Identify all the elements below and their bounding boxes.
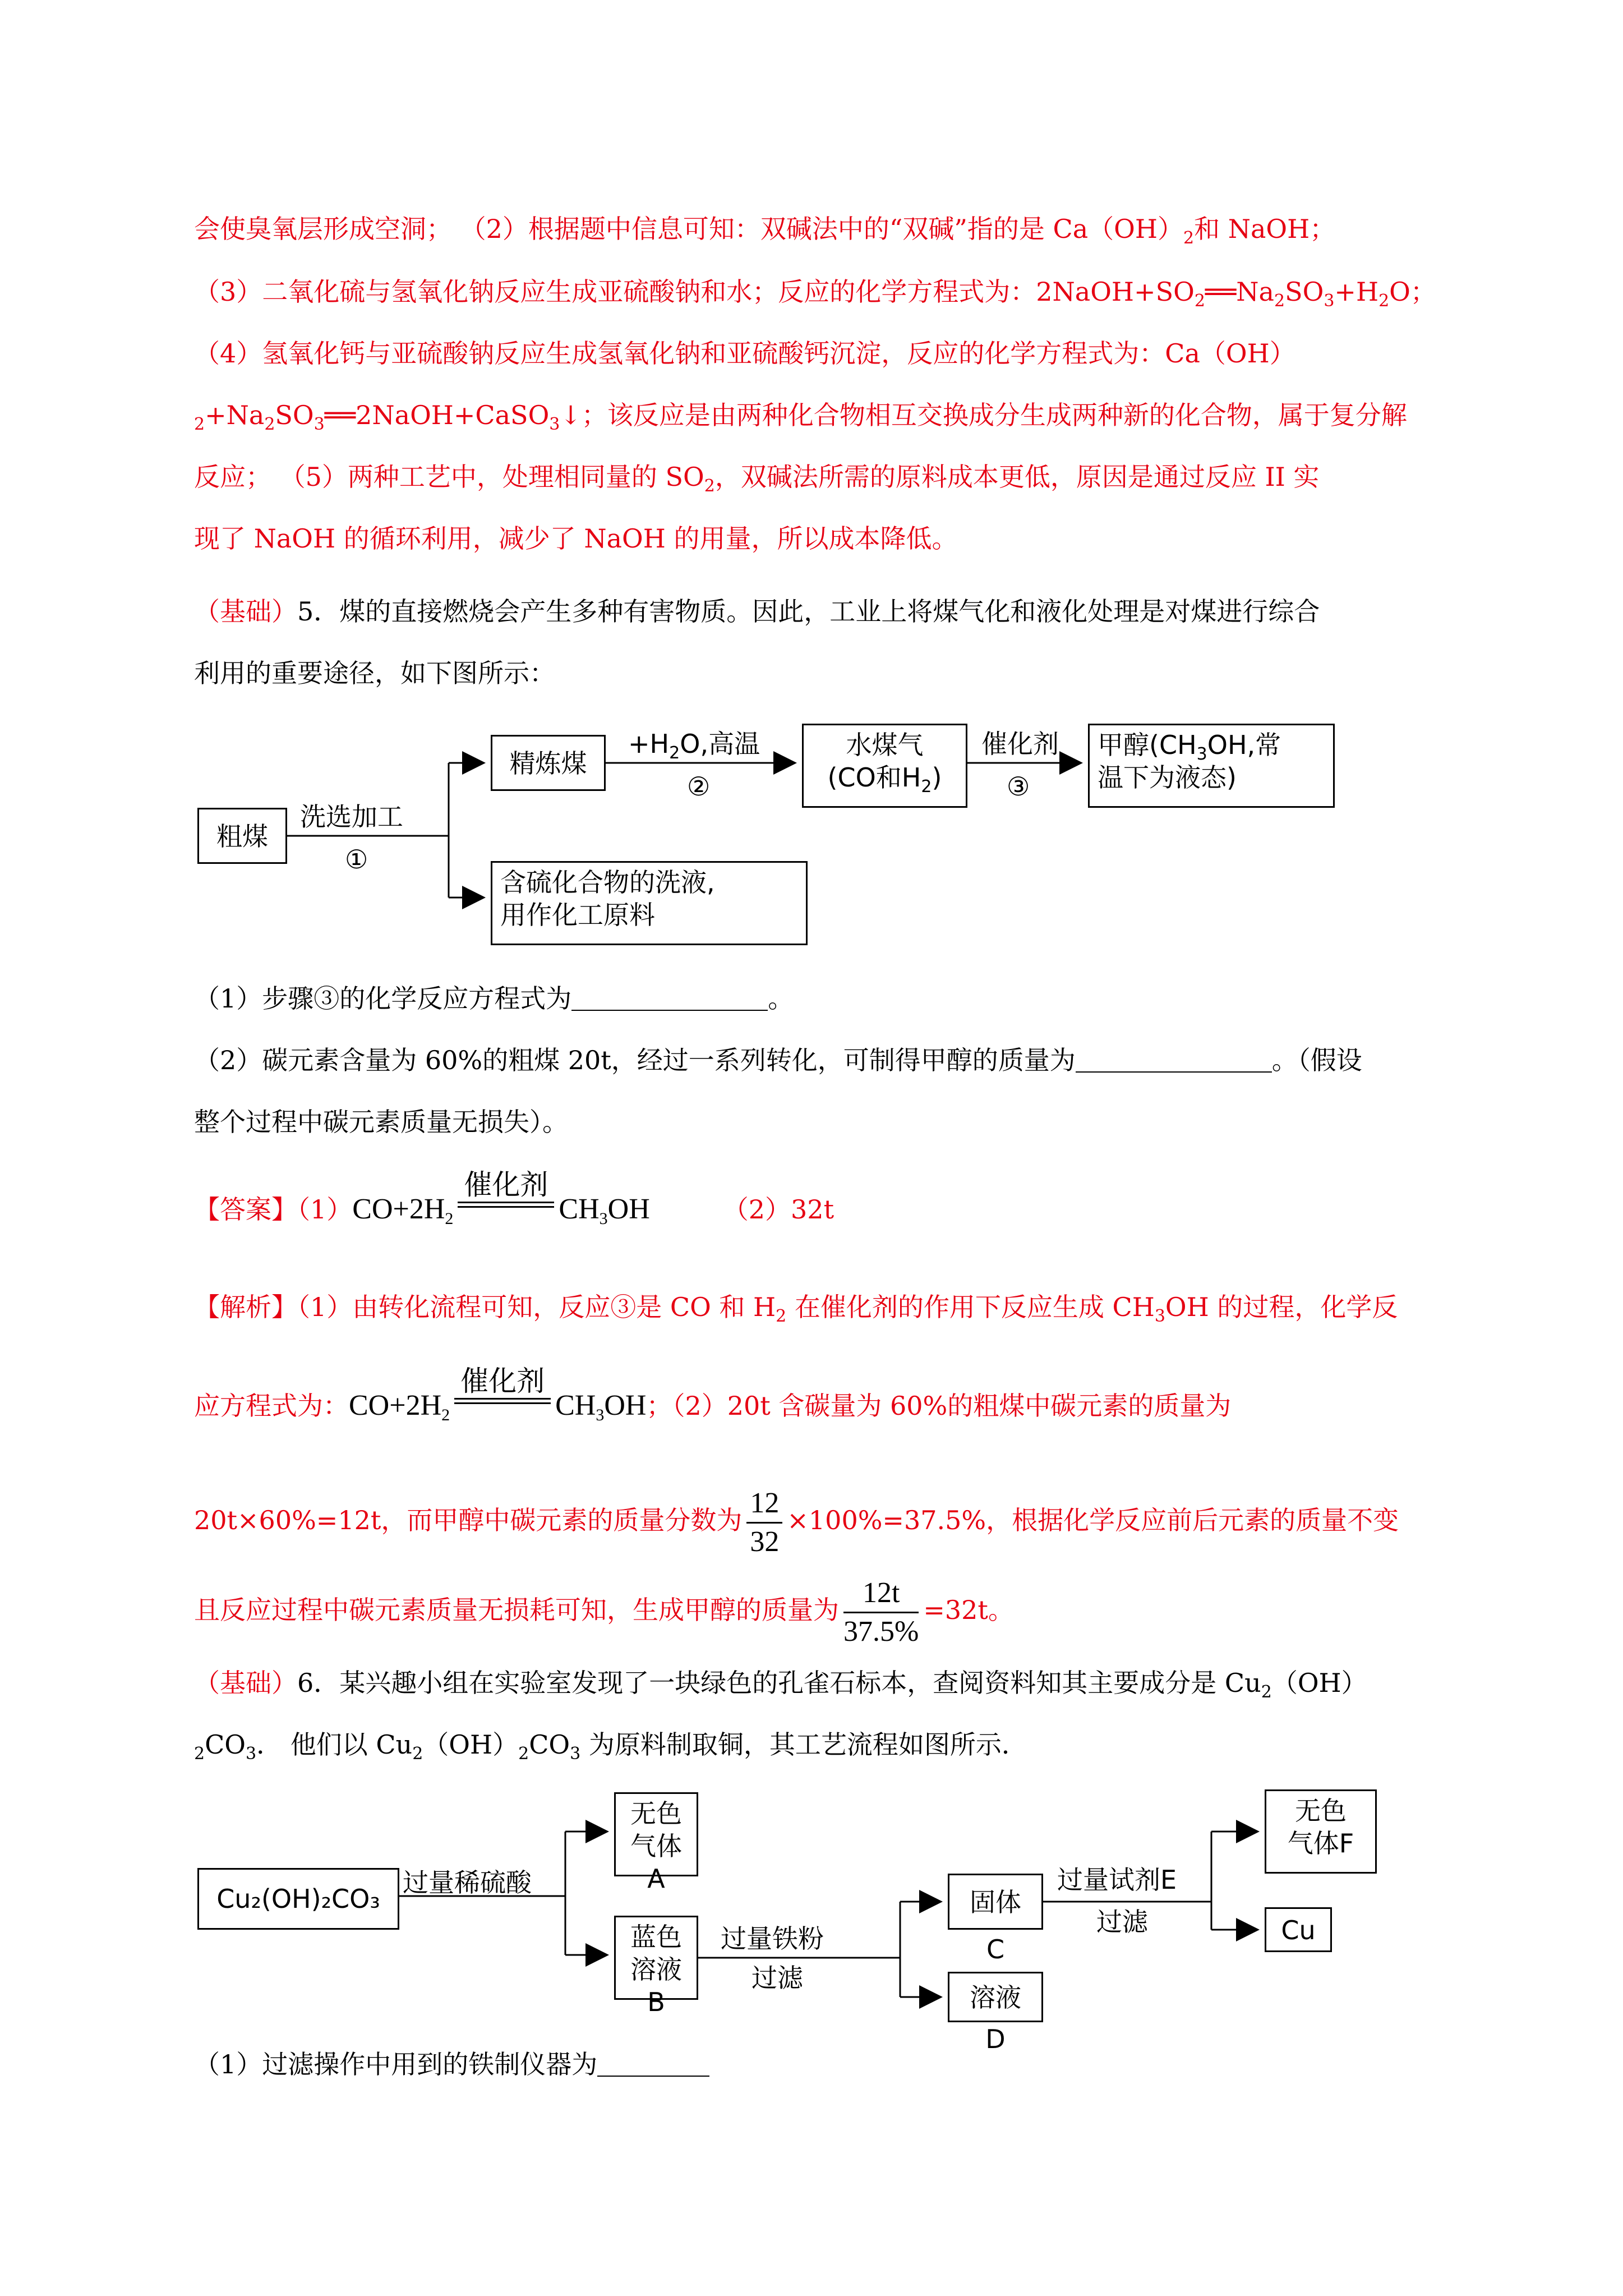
raw-coal-box: 粗煤 xyxy=(197,808,287,864)
step3-number: ③ xyxy=(1007,771,1030,802)
q5-sub2: （2）碳元素含量为 60%的粗煤 20t，经过一系列转化，可制得甲醇的质量为 。（假设 xyxy=(194,1045,1362,1075)
wash-liquid-box: 含硫化合物的洗液, 用作化工原料 xyxy=(491,861,808,945)
catalyst-arrow: 催化剂 xyxy=(455,1189,556,1223)
q5-sub1: （1）步骤③的化学反应方程式为 。 xyxy=(194,983,794,1014)
copper-box: Cu xyxy=(1265,1907,1332,1952)
analysis-line-1: 会使臭氧层形成空洞； （2）根据题中信息可知：双碱法中的“双碱”指的是 $Ca(OH)_2$和 NaOH； xyxy=(194,214,1336,248)
q5-flow-diagram xyxy=(191,724,1346,965)
acid-label: 过量稀硫酸 xyxy=(403,1867,532,1898)
analysis-line-4: $_2+Na_2SO_3══2NaOH+CaSO_3↓$；该反应是由两种化合物相互交换成分生成两种新的化合物，属于复分解 xyxy=(194,400,1407,434)
q6-sub1: （1）过滤操作中用到的铁制仪器为 xyxy=(194,2047,709,2081)
filter-1-label: 过滤 xyxy=(751,1963,803,1993)
step3-label: 催化剂 xyxy=(981,729,1059,759)
q5-analysis-2: 应方程式为：$CO+2H_2$ 催化剂 $CH_3OH$；（2）20t 含碳量为 60%的粗煤中碳元素的质量为 xyxy=(194,1365,1232,1424)
q5-analysis-3: 20t×60%=12t，而甲醇中碳元素的质量分数为 $\frac{12}{32}$ ×100%=37.5%，根据化学反应前后元素的质量不变 xyxy=(194,1481,1399,1561)
q6-line-2: $_2CO_3$． 他们以 $Cu_2(OH)_2CO_3$ 为原料制取铜，其工艺流程如图所示． xyxy=(194,1729,1027,1764)
q6-line-1: （基础）6．某兴趣小组在实验室发现了一块绿色的孔雀石标本，查阅资料知其主要成分是 $Cu_2(OH)$ xyxy=(194,1668,1367,1702)
iron-label: 过量铁粉 xyxy=(721,1924,824,1954)
analysis-line-2: （3）二氧化硫与氢氧化钠反应生成亚硫酸钠和水；反应的化学方程式为：$2NaOH+SO_2══Na_2SO_3+H_2O$； xyxy=(194,277,1436,311)
gas-a-box: 无色 气体 A xyxy=(614,1792,698,1876)
q5-answer: 【答案】$(1)CO+2H_2$ 催化剂 $CH_3OH$ （2）32t xyxy=(194,1168,834,1228)
catalyst-arrow-2: 催化剂 xyxy=(452,1386,553,1419)
gas-f-box: 无色 气体F xyxy=(1265,1789,1377,1874)
solution-d-box: 溶液 D xyxy=(948,1972,1043,2022)
q5-analysis-1: 【解析】（1）由转化流程可知，反应③是 CO 和 $H_2$ 在催化剂的作用下反应生成 $CH_3OH$ 的过程，化学反 xyxy=(194,1292,1398,1326)
step1-number: ① xyxy=(345,844,368,875)
methanol-box: 甲醇($CH_3OH$,常 温下为液态) xyxy=(1088,724,1335,808)
analysis-line-3: （4）氢氧化钙与亚硫酸钠反应生成氢氧化钠和亚硫酸钙沉淀，反应的化学方程式为：Ca（OH） xyxy=(194,338,1295,369)
step2-label: $+H_2O$,高温 xyxy=(628,729,760,763)
fraction-12t-375: $\frac{12t}{37.5\%}$ xyxy=(843,1575,919,1650)
q6-flow-diagram xyxy=(191,1789,1402,2054)
filter-2-label: 过滤 xyxy=(1096,1907,1148,1937)
q5-analysis-4: 且反应过程中碳元素质量无损耗可知，生成甲醇的质量为 $\frac{12t}{37.5\%}$ =32t。 xyxy=(194,1571,1014,1650)
malachite-box: Cu₂(OH)₂CO₃ xyxy=(197,1868,399,1930)
reagent-e-label: 过量试剂E xyxy=(1057,1865,1177,1895)
q5-line-1: （基础）5．煤的直接燃烧会产生多种有害物质。因此，工业上将煤气化和液化处理是对煤进行综合 xyxy=(194,596,1320,627)
analysis-line-6: 现了 NaOH 的循环利用，减少了 NaOH 的用量，所以成本降低。 xyxy=(194,523,958,554)
fraction-12-32: $\frac{12}{32}$ xyxy=(746,1485,782,1561)
solution-b-box: 蓝色 溶液 B xyxy=(614,1916,698,2000)
step1-label: 洗选加工 xyxy=(300,802,403,832)
q5-sub2-line2: 整个过程中碳元素质量无损失）。 xyxy=(194,1107,568,1137)
q5-line-2: 利用的重要途径，如下图所示： xyxy=(194,658,555,688)
solid-c-box: 固体 C xyxy=(948,1874,1043,1930)
step2-number: ② xyxy=(687,771,711,802)
refined-coal-box: 精炼煤 xyxy=(491,735,606,791)
water-gas-box: 水煤气 (CO和$H_2$) xyxy=(802,724,967,808)
analysis-line-5: 反应； （5）两种工艺中，处理相同量的 $SO_2$，双碱法所需的原料成本更低，原因是通过反应 II 实 xyxy=(194,462,1320,496)
